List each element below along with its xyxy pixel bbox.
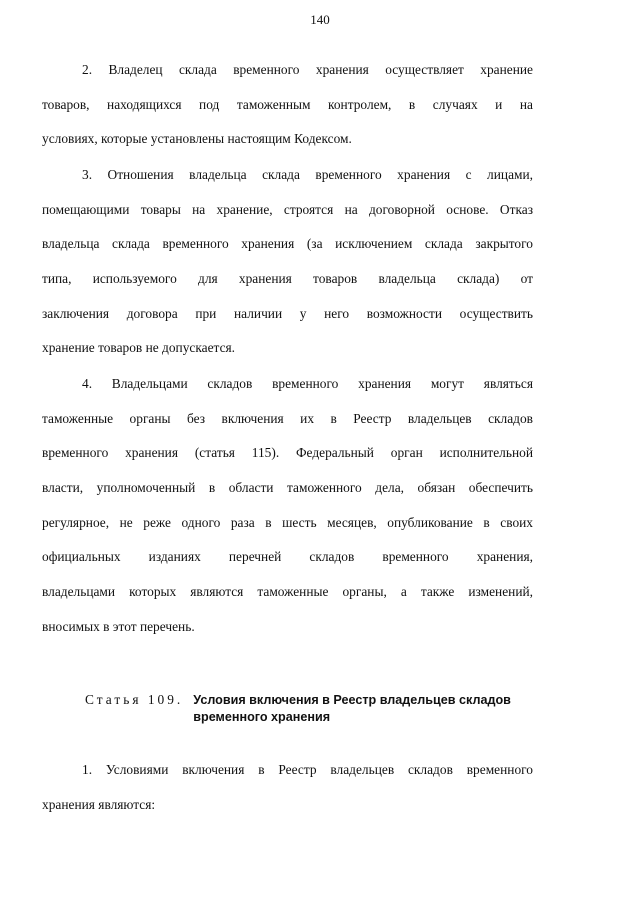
text-line: регулярное, не реже одного раза в шесть месяцев, опубликование в своих bbox=[42, 514, 533, 530]
paragraph-3 bbox=[42, 167, 533, 375]
text-line: товаров, находящихся под таможенным контролем, в случаях и на bbox=[42, 96, 533, 112]
article-title-line: Условия включения в Реестр владельцев складов bbox=[193, 693, 511, 707]
text-line: временного хранения (статья 115). Федеральный орган исполнительной bbox=[42, 445, 533, 461]
text-line: 4. Владельцами складов временного хранения могут являться bbox=[82, 376, 533, 391]
paragraph-article-109-1 bbox=[42, 762, 533, 831]
text-line: хранение товаров не допускается. bbox=[42, 340, 236, 356]
text-line: вносимых в этот перечень. bbox=[42, 618, 195, 634]
text-line: 3. Отношения владельца склада временного хранения с лицами, bbox=[82, 167, 533, 182]
text-line: типа, используемого для хранения товаров владельца склада) от bbox=[42, 271, 533, 287]
article-title bbox=[193, 692, 511, 726]
article-title-line: временного хранения bbox=[193, 710, 331, 724]
text-line: владельцами которых являются таможенные органы, а также изменений, bbox=[42, 584, 533, 600]
text-line: условиях, которые установлены настоящим Кодексом. bbox=[42, 131, 352, 147]
paragraph-2 bbox=[42, 62, 533, 166]
paragraph-4 bbox=[42, 376, 533, 654]
article-label: Статья 109. bbox=[85, 692, 184, 707]
text-line: власти, уполномоченный в области таможенного дела, обязан обеспечить bbox=[42, 480, 533, 496]
text-line: владельца склада временного хранения (за исключением склада закрытого bbox=[42, 236, 533, 252]
text-line: хранения являются: bbox=[42, 796, 156, 812]
text-line: 2. Владелец склада временного хранения осуществляет хранение bbox=[82, 62, 533, 77]
text-line: таможенные органы без включения их в Реестр владельцев складов bbox=[42, 410, 533, 426]
text-line: 1. Условиями включения в Реестр владельцев складов временного bbox=[82, 762, 533, 777]
text-line: официальных изданиях перечней складов временного хранения, bbox=[42, 549, 533, 565]
text-line: помещающими товары на хранение, строятся на договорной основе. Отказ bbox=[42, 201, 533, 217]
text-line: заключения договора при наличии у него возможности осуществить bbox=[42, 305, 533, 321]
article-heading bbox=[85, 692, 555, 726]
page-number: 140 bbox=[310, 12, 330, 27]
